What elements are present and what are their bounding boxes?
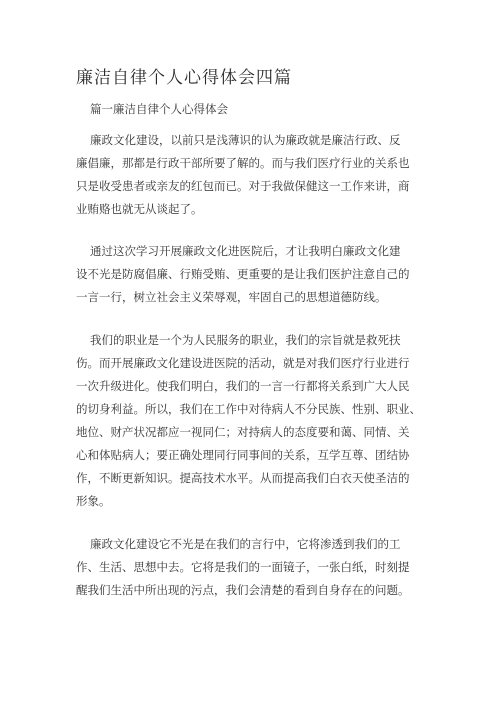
paragraph-line: 我们的职业是一个为人民服务的职业，我们的宗旨就是救死扶 [90,333,401,347]
paragraph-line: 伤。而开展廉政文化建设进医院的活动，就是对我们医疗行业进行 [76,356,410,370]
paragraph-line: 的切身利益。所以，我们在工作中对待病人不分民族、性别、职业、 [76,402,421,416]
paragraph-line: 一言一行，树立社会主义荣辱观，牢固自己的思想道德防线。 [76,290,387,304]
document-title: 廉洁自律个人心得体会四篇 [76,68,292,88]
paragraph-line: 作、生活、思想中去。它将是我们的一面镜子，一张白纸，时刻提 [76,560,410,574]
paragraph-line: 廉倡廉，那都是行政干部所要了解的。而与我们医疗行业的关系也 [76,156,410,170]
paragraph-line: 心和体贴病人；要正确处理同行同事间的关系，互学互尊、团结协 [76,448,410,462]
paragraph-line: 作，不断更新知识。提高技术水平。从而提高我们白衣天使圣洁的 [76,471,410,485]
paragraph-line: 通过这次学习开展廉政文化进医院后，才让我明白廉政文化建 [90,244,401,258]
paragraph-line: 业贿赂也就无从谈起了。 [76,202,203,216]
paragraph-line: 一次升级进化。使我们明白，我们的一言一行都将关系到广大人民 [76,379,410,393]
paragraph-line: 廉政文化建设，以前只是浅薄识的认为廉政就是廉洁行政、反 [90,133,401,147]
paragraph-line: 廉政文化建设它不光是在我们的言行中，它将渗透到我们的工 [90,537,401,551]
paragraph-line: 设不光是防腐倡廉、行贿受贿、更重要的是让我们医护注意自己的 [76,267,410,281]
paragraph-line: 地位、财产状况都应一视同仁；对持病人的态度要和蔼、同情、关 [76,425,410,439]
paragraph-line: 只是收受患者或亲友的红包而已。对于我做保健这一工作来讲，商 [76,179,410,193]
paragraph-line: 形象。 [76,494,111,508]
section-subtitle: 篇一廉洁自律个人心得体会 [90,102,228,116]
paragraph-line: 醒我们生活中所出现的污点，我们会清楚的看到自身存在的问题。 [76,583,410,597]
